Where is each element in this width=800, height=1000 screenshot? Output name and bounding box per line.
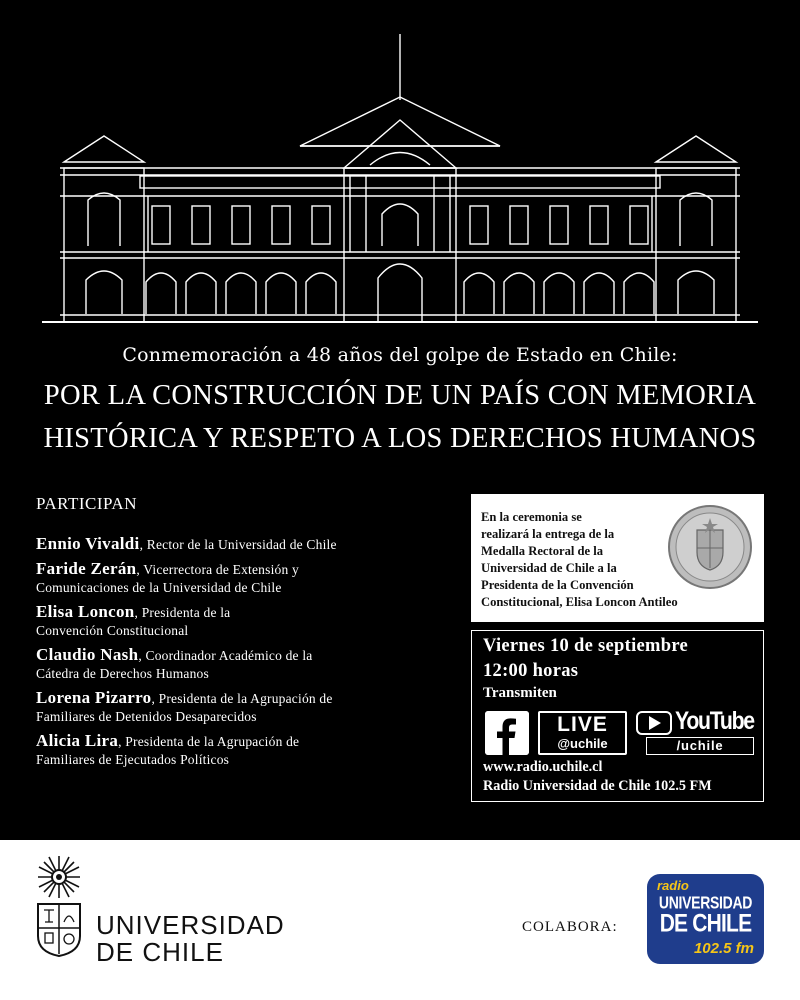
live-label: LIVE xyxy=(557,713,608,736)
youtube-handle[interactable]: /uchile xyxy=(646,737,754,755)
participant-name: Elisa Loncon xyxy=(36,602,135,621)
university-shield-icon xyxy=(36,902,82,958)
participant-item xyxy=(36,535,456,554)
medal-info-line: Universidad de Chile a la xyxy=(481,561,617,575)
medal-info-box xyxy=(471,494,764,622)
broadcast-box xyxy=(471,630,764,802)
participant-name: Lorena Pizarro xyxy=(36,688,152,707)
sun-emblem-icon xyxy=(36,854,82,900)
participant-role: , Presidenta de la xyxy=(134,605,231,620)
participant-name: Claudio Nash xyxy=(36,645,139,664)
medal-info-line: Presidenta de la Convención xyxy=(481,578,634,592)
event-date: Viernes 10 de septiembre xyxy=(483,636,689,656)
participant-item xyxy=(36,560,456,597)
building-illustration xyxy=(0,0,800,340)
transmit-label: Transmiten xyxy=(483,685,557,701)
radio-station: Radio Universidad de Chile 102.5 FM xyxy=(483,778,712,794)
event-time: 12:00 horas xyxy=(483,661,579,681)
participant-name: Alicia Lira xyxy=(36,731,119,750)
footer xyxy=(0,840,800,1000)
participant-role: , Vicerrectora de Extensión y xyxy=(136,562,299,577)
youtube-play-icon[interactable] xyxy=(636,711,672,735)
participants-heading: PARTICIPAN xyxy=(36,494,137,513)
university-name-line-2: DE CHILE xyxy=(96,937,224,967)
headline-line-1: POR LA CONSTRUCCIÓN DE UN PAÍS CON MEMORIA xyxy=(43,380,757,411)
participant-item xyxy=(36,646,456,683)
participant-name: Faride Zerán xyxy=(36,559,137,578)
medal-info-line: Constitucional, Elisa Loncon Antileo xyxy=(481,595,678,609)
participant-role-cont: Convención Constitucional xyxy=(36,623,189,638)
radio-logo-frequency: 102.5 fm xyxy=(693,940,754,957)
participant-role-cont: Familiares de Detenidos Desaparecidos xyxy=(36,709,257,724)
participant-role-cont: Comunicaciones de la Universidad de Chile xyxy=(36,580,282,595)
radio-logo xyxy=(647,874,764,964)
participant-item xyxy=(36,689,456,726)
university-name-line-1: UNIVERSIDAD xyxy=(96,910,285,940)
participant-role: , Presidenta de la Agrupación de xyxy=(118,734,300,749)
radio-logo-word: radio xyxy=(657,878,689,893)
participant-role-cont: Familiares de Ejecutados Políticos xyxy=(36,752,230,767)
live-handle: @uchile xyxy=(557,736,608,751)
facebook-live-badge[interactable] xyxy=(538,711,627,755)
facebook-icon[interactable] xyxy=(485,711,529,755)
participants-list xyxy=(36,535,456,775)
medal-info-line: realizará la entrega de la xyxy=(481,527,615,541)
headline-line-2: HISTÓRICA Y RESPETO A LOS DERECHOS HUMANOS xyxy=(43,423,757,454)
participant-role-cont: Cátedra de Derechos Humanos xyxy=(36,666,209,681)
medal-info-line: En la ceremonia se xyxy=(481,510,582,524)
participant-name: Ennio Vivaldi xyxy=(36,534,140,553)
medal-info-line: Medalla Rectoral de la xyxy=(481,544,604,558)
participant-item xyxy=(36,603,456,640)
medal-info-text xyxy=(481,509,681,611)
participant-role: , Presidenta de la Agrupación de xyxy=(151,691,333,706)
colabora-label: COLABORA: xyxy=(522,919,618,935)
participant-item xyxy=(36,732,456,769)
participant-role: , Coordinador Académico de la xyxy=(138,648,313,663)
radio-logo-line-2: DE CHILE xyxy=(659,910,752,938)
youtube-label[interactable]: YouTube xyxy=(675,707,754,735)
event-subtitle: Conmemoración a 48 años del golpe de Estado en Chile: xyxy=(122,344,678,366)
medal-icon xyxy=(667,504,753,590)
radio-logo-line-1: UNIVERSIDAD xyxy=(658,892,753,912)
participant-role: , Rector de la Universidad de Chile xyxy=(139,537,337,552)
website-link[interactable]: www.radio.uchile.cl xyxy=(483,759,603,775)
